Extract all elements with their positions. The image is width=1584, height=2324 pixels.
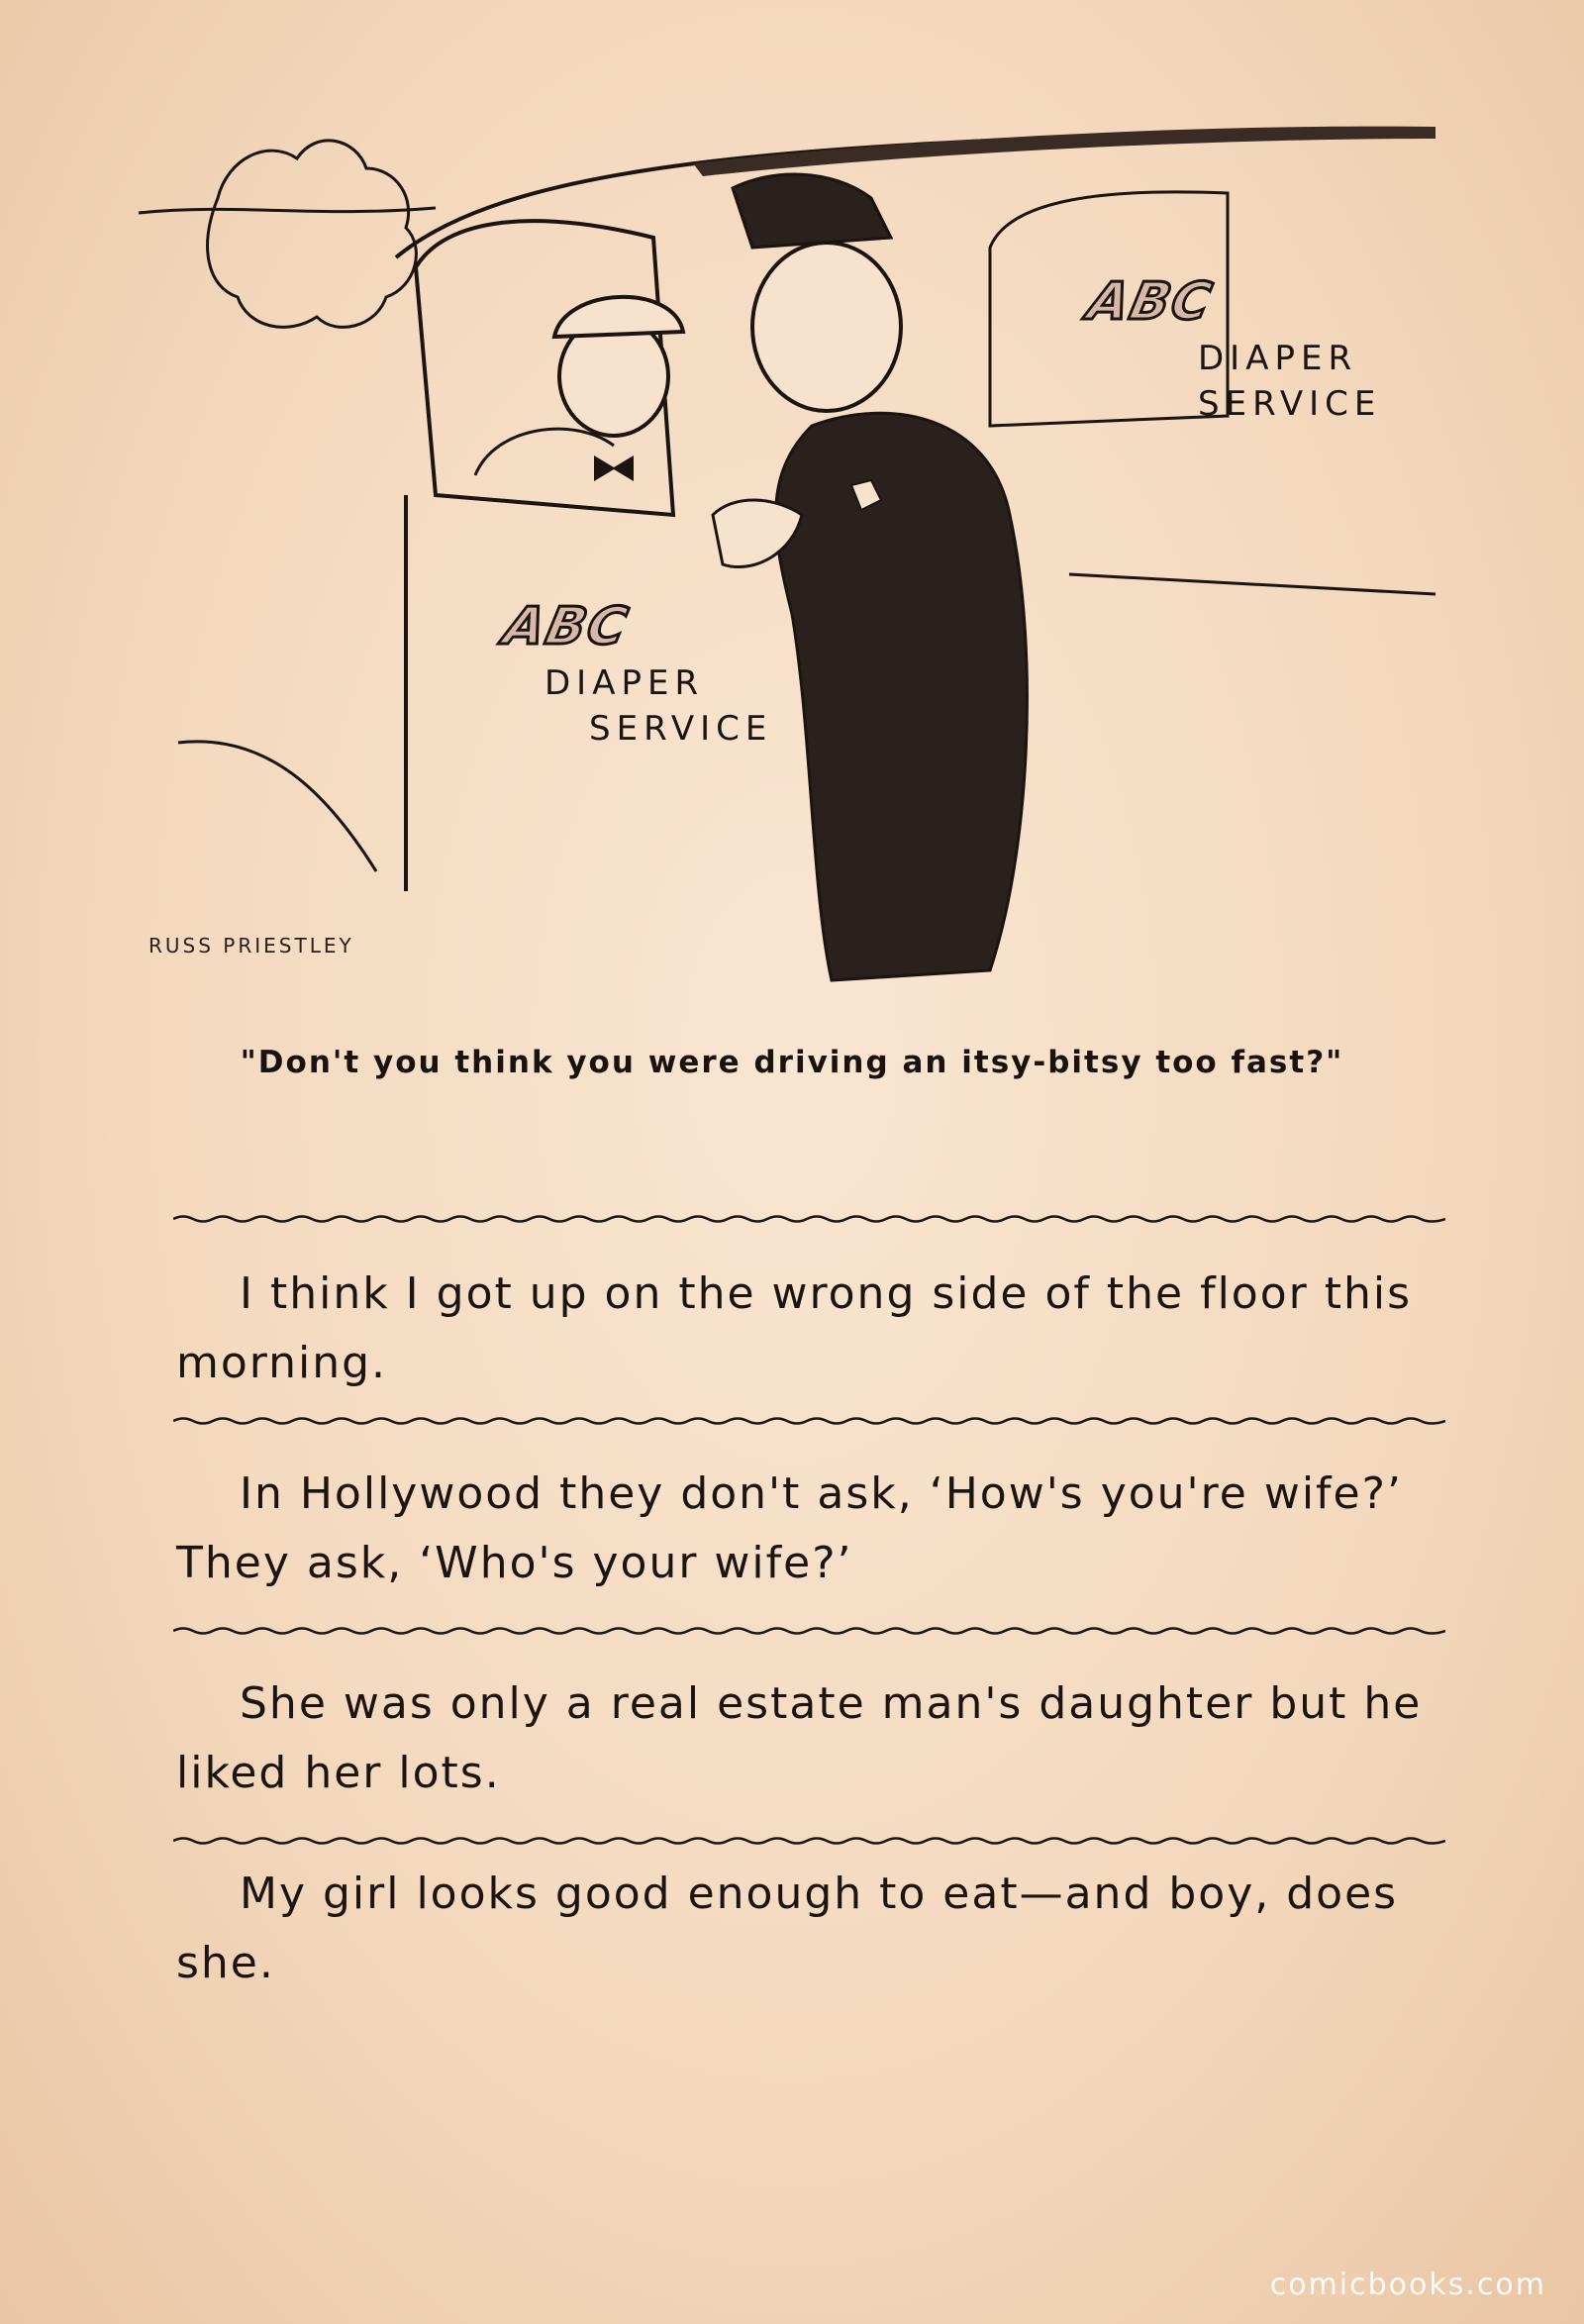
service-text: SERVICE <box>589 709 773 750</box>
cartoon-illustration <box>119 99 1465 990</box>
wavy-divider <box>173 1414 1445 1428</box>
joke-4: My girl looks good enough to eat—and boy, does she. <box>176 1869 1399 1988</box>
body-trim <box>1069 574 1436 594</box>
vehicle-sign-bottom <box>498 592 773 753</box>
joke-2: In Hollywood they don't ask, ‘How's you're wife?’ They ask, ‘Who's your wife?’ <box>176 1468 1403 1588</box>
wavy-divider <box>173 1212 1445 1226</box>
diaper-text: DIAPER <box>544 663 705 704</box>
cartoon-caption: "Don't you think you were driving an itsy-bitsy too fast?" <box>240 1045 1344 1080</box>
service-text: SERVICE <box>1198 384 1382 425</box>
vehicle-sign-top <box>1082 267 1382 428</box>
abc-logo: ABC <box>1082 272 1219 332</box>
police-cap <box>733 174 891 248</box>
diaper-text: DIAPER <box>1198 339 1358 379</box>
driver-bowtie <box>594 455 634 481</box>
watermark: comicbooks.com <box>1269 2268 1546 2302</box>
joke-3: She was only a real estate man's daughter but he liked her lots. <box>176 1678 1423 1798</box>
driver-cap <box>554 297 683 337</box>
joke-1: I think I got up on the wrong side of the floor this morning. <box>176 1268 1412 1388</box>
wavy-divider <box>173 1624 1445 1638</box>
police-head <box>752 243 901 411</box>
steering-wheel <box>475 429 614 475</box>
fender <box>178 742 376 871</box>
wavy-divider <box>173 1834 1445 1848</box>
abc-logo: ABC <box>498 597 635 657</box>
horizon-line <box>139 208 436 213</box>
tree-outline <box>208 141 417 328</box>
artist-signature: RUSS PRIESTLEY <box>148 934 354 958</box>
police-body <box>776 413 1028 980</box>
